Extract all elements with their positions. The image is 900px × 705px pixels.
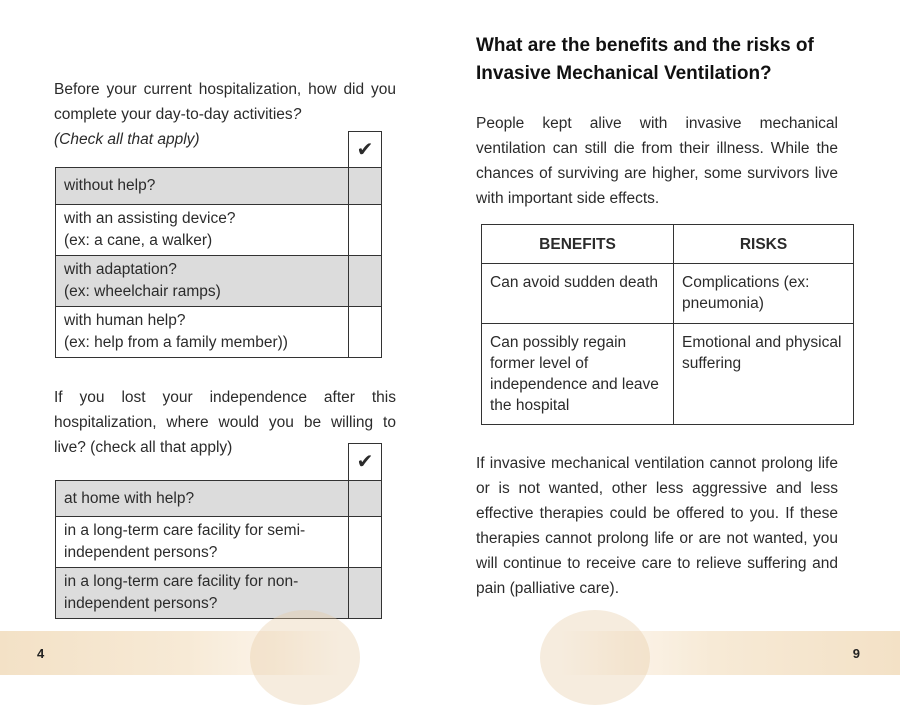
alternative-therapies-text: If invasive mechanical ventilation cannot prolong life or is not wanted, other less aggressive and less effective therapies could be offered to you. If these therapies cannot prolong life or are not wanted, you will continue to receive care to relieve suffering and pain (palliative care). — [476, 455, 838, 597]
decorative-shape — [250, 610, 360, 705]
decorative-shape — [540, 610, 650, 705]
table-row — [56, 168, 382, 205]
activities-table — [55, 131, 382, 358]
living-question: If you lost your independence after this hospitalization, where would you be willing to live? (check all that apply) — [54, 389, 396, 456]
risk-cell: Emotional and physical suffering — [674, 324, 854, 425]
activity-checkbox[interactable] — [349, 168, 382, 205]
living-checkbox[interactable] — [349, 481, 382, 517]
living-header-blank — [56, 444, 349, 481]
check-column-header — [349, 132, 382, 168]
activity-option: with an assisting device? (ex: a cane, a walker) — [56, 205, 349, 256]
living-checkbox[interactable] — [349, 568, 382, 619]
risks-header: RISKS — [674, 225, 854, 264]
activities-question-note: (Check all that apply) — [54, 131, 200, 148]
left-footer-band — [0, 631, 340, 675]
benefits-risks-table — [481, 224, 854, 425]
table-row — [56, 481, 382, 517]
activity-checkbox[interactable] — [349, 256, 382, 307]
checkmark-icon: ✔ — [356, 138, 374, 161]
risk-cell: Complications (ex: pneumonia) — [674, 264, 854, 324]
activity-option: with human help? (ex: help from a family member)) — [56, 307, 349, 358]
checkmark-icon: ✔ — [356, 451, 374, 473]
activities-question-mark: ? — [292, 106, 302, 123]
activities-question-text: Before your current hospitalization, how did you complete your day-to-day activities — [54, 81, 396, 123]
living-checkbox[interactable] — [349, 517, 382, 568]
activity-checkbox[interactable] — [349, 205, 382, 256]
table-row — [482, 264, 854, 324]
table-row — [56, 205, 382, 256]
living-table — [55, 443, 382, 619]
check-column-header — [349, 444, 382, 481]
activity-checkbox[interactable] — [349, 307, 382, 358]
left-page-number: 4 — [37, 646, 45, 661]
activity-option: without help? — [56, 168, 349, 205]
ventilation-intro: People kept alive with invasive mechanical ventilation can still die from their illness. While the chances of surviving are higher, some survivors live with important side effects. — [476, 115, 838, 207]
page-title: What are the benefits and the risks of Invasive Mechanical Ventilation? — [476, 35, 814, 84]
living-option: in a long-term care facility for non- independent persons? — [56, 568, 349, 619]
table-row — [56, 256, 382, 307]
table-row — [56, 568, 382, 619]
benefit-cell: Can avoid sudden death — [482, 264, 674, 324]
living-option: at home with help? — [56, 481, 349, 517]
right-footer-band — [560, 631, 900, 675]
right-page-number: 9 — [852, 646, 860, 661]
table-row — [56, 517, 382, 568]
activity-option: with adaptation? (ex: wheelchair ramps) — [56, 256, 349, 307]
left-page — [0, 0, 450, 675]
activities-header-blank — [56, 132, 349, 168]
table-row — [56, 307, 382, 358]
benefit-cell: Can possibly regain former level of independence and leave the hospital — [482, 324, 674, 425]
table-row — [482, 324, 854, 425]
living-option: in a long-term care facility for semi- independent persons? — [56, 517, 349, 568]
benefits-header: BENEFITS — [482, 225, 674, 264]
